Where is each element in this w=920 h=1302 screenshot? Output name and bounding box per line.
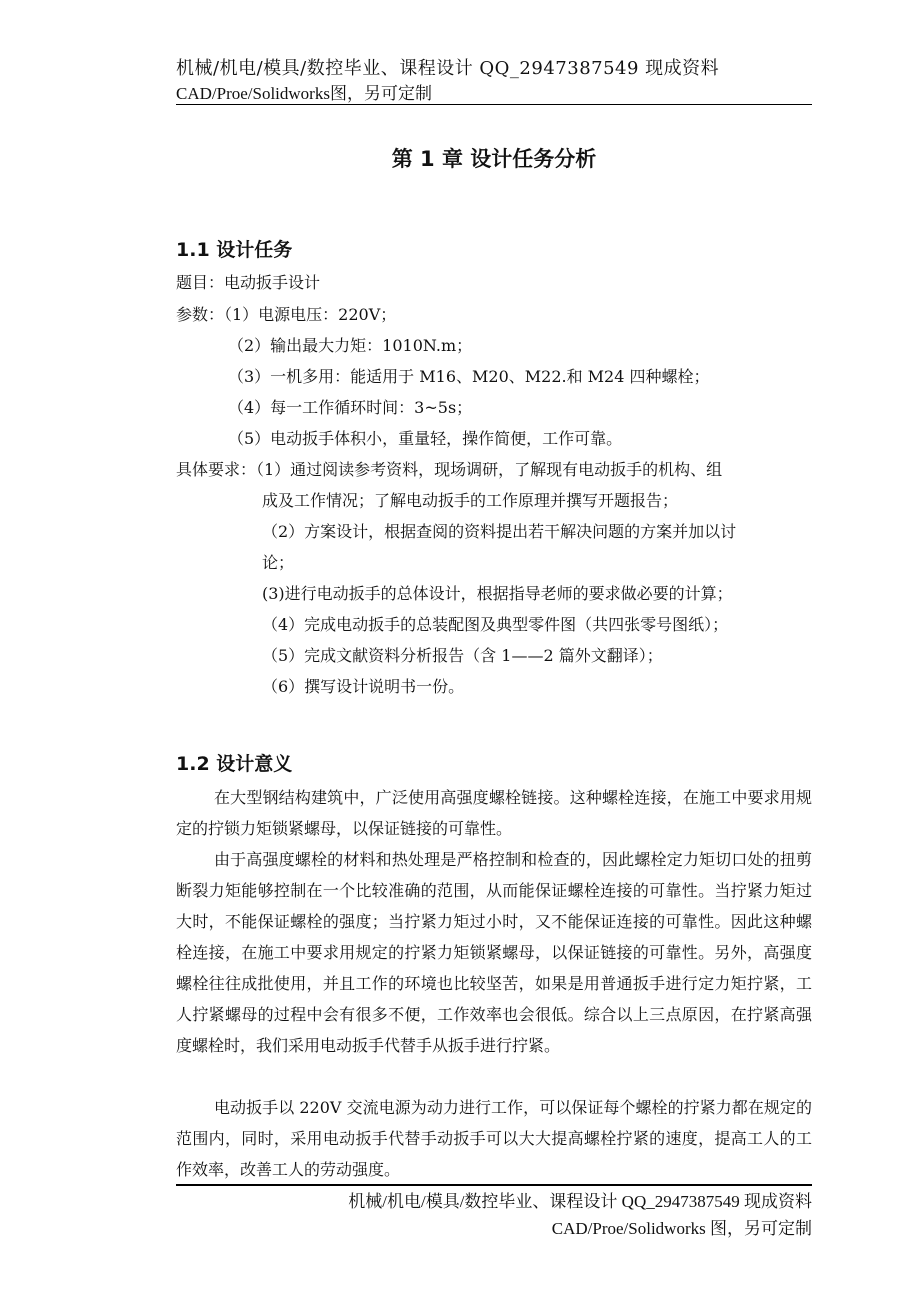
footer-line-1: 机械/机电/模具/数控毕业、课程设计 QQ_2947387549 现成资料 xyxy=(348,1192,812,1211)
requirements-intro: 具体要求：（1）通过阅读参考资料，现场调研，了解现有电动扳手的机构、组 xyxy=(176,460,723,479)
footer-divider xyxy=(176,1184,812,1186)
requirement-line: （6）撰写设计说明书一份。 xyxy=(262,677,465,696)
param-item: （3）一机多用：能适用于 M16、M20、M22.和 M24 四种螺栓； xyxy=(228,367,710,386)
param-item: （4）每一工作循环时间：3~5s； xyxy=(228,398,473,417)
param-item: （2）输出最大力矩：1010N.m； xyxy=(228,336,473,355)
param-item: （5）电动扳手体积小，重量轻，操作简便，工作可靠。 xyxy=(228,429,623,448)
requirement-line: （4）完成电动扳手的总装配图及典型零件图（共四张零号图纸）； xyxy=(262,615,729,634)
header-divider xyxy=(176,104,812,105)
requirement-line: 成及工作情况；了解电动扳手的工作原理并撰写开题报告； xyxy=(262,491,679,510)
footer-line-2: CAD/Proe/Solidworks 图，另可定制 xyxy=(551,1219,812,1238)
requirement-line: （2）方案设计，根据查阅的资料提出若干解决问题的方案并加以讨 xyxy=(262,522,737,541)
params-intro: 参数：（1）电源电压：220V； xyxy=(176,305,397,324)
section-heading-1-2: 1.2 设计意义 xyxy=(176,753,293,775)
section-heading-1-1: 1.1 设计任务 xyxy=(176,239,293,261)
header-line-2: CAD/Proe/Solidworks图，另可定制 xyxy=(176,84,432,103)
header-line-1: 机械/机电/模具/数控毕业、课程设计 QQ_2947387549 现成资料 xyxy=(176,58,720,79)
body-paragraph: 电动扳手以 220V 交流电源为动力进行工作，可以保证每个螺栓的拧紧力都在规定的范围内，同时，采用电动扳手代替手动扳手可以大大提高螺栓拧紧的速度，提高工人的工作效率，改善工人的劳动强度。 xyxy=(176,1098,812,1179)
body-paragraph: 在大型钢结构建筑中，广泛使用高强度螺栓链接。这种螺栓连接，在施工中要求用规定的拧锁力矩锁紧螺母，以保证链接的可靠性。 xyxy=(176,788,812,838)
body-paragraph: 由于高强度螺栓的材料和热处理是严格控制和检查的，因此螺栓定力矩切口处的扭剪断裂力矩能够控制在一个比较准确的范围，从而能保证螺栓连接的可靠性。当拧紧力矩过大时，不能保证螺栓的强度；当拧紧力矩过小时，又不能保证连接的可靠性。因此这种螺栓连接，在施工中要求用规定的拧紧力矩锁紧螺母，以保证链接的可靠性。另外，高强度螺栓往往成批使用，并且工作的环境也比较坚苦，如果是用普通扳手进行定力矩拧紧，工人拧紧螺母的过程中会有很多不便，工作效率也会很低。综合以上三点原因，在拧紧高强度螺栓时，我们采用电动扳手代替手从扳手进行拧紧。 xyxy=(176,850,812,1055)
page-header xyxy=(176,56,812,106)
page-footer xyxy=(176,1188,812,1242)
requirement-line: 论； xyxy=(262,553,295,572)
requirement-line: （5）完成文献资料分析报告（含 1——2 篇外文翻译）； xyxy=(262,646,663,665)
topic-line: 题目：电动扳手设计 xyxy=(176,273,321,292)
chapter-title: 第 1 章 设计任务分析 xyxy=(391,147,597,171)
requirement-line: (3)进行电动扳手的总体设计，根据指导老师的要求做必要的计算； xyxy=(262,584,733,603)
